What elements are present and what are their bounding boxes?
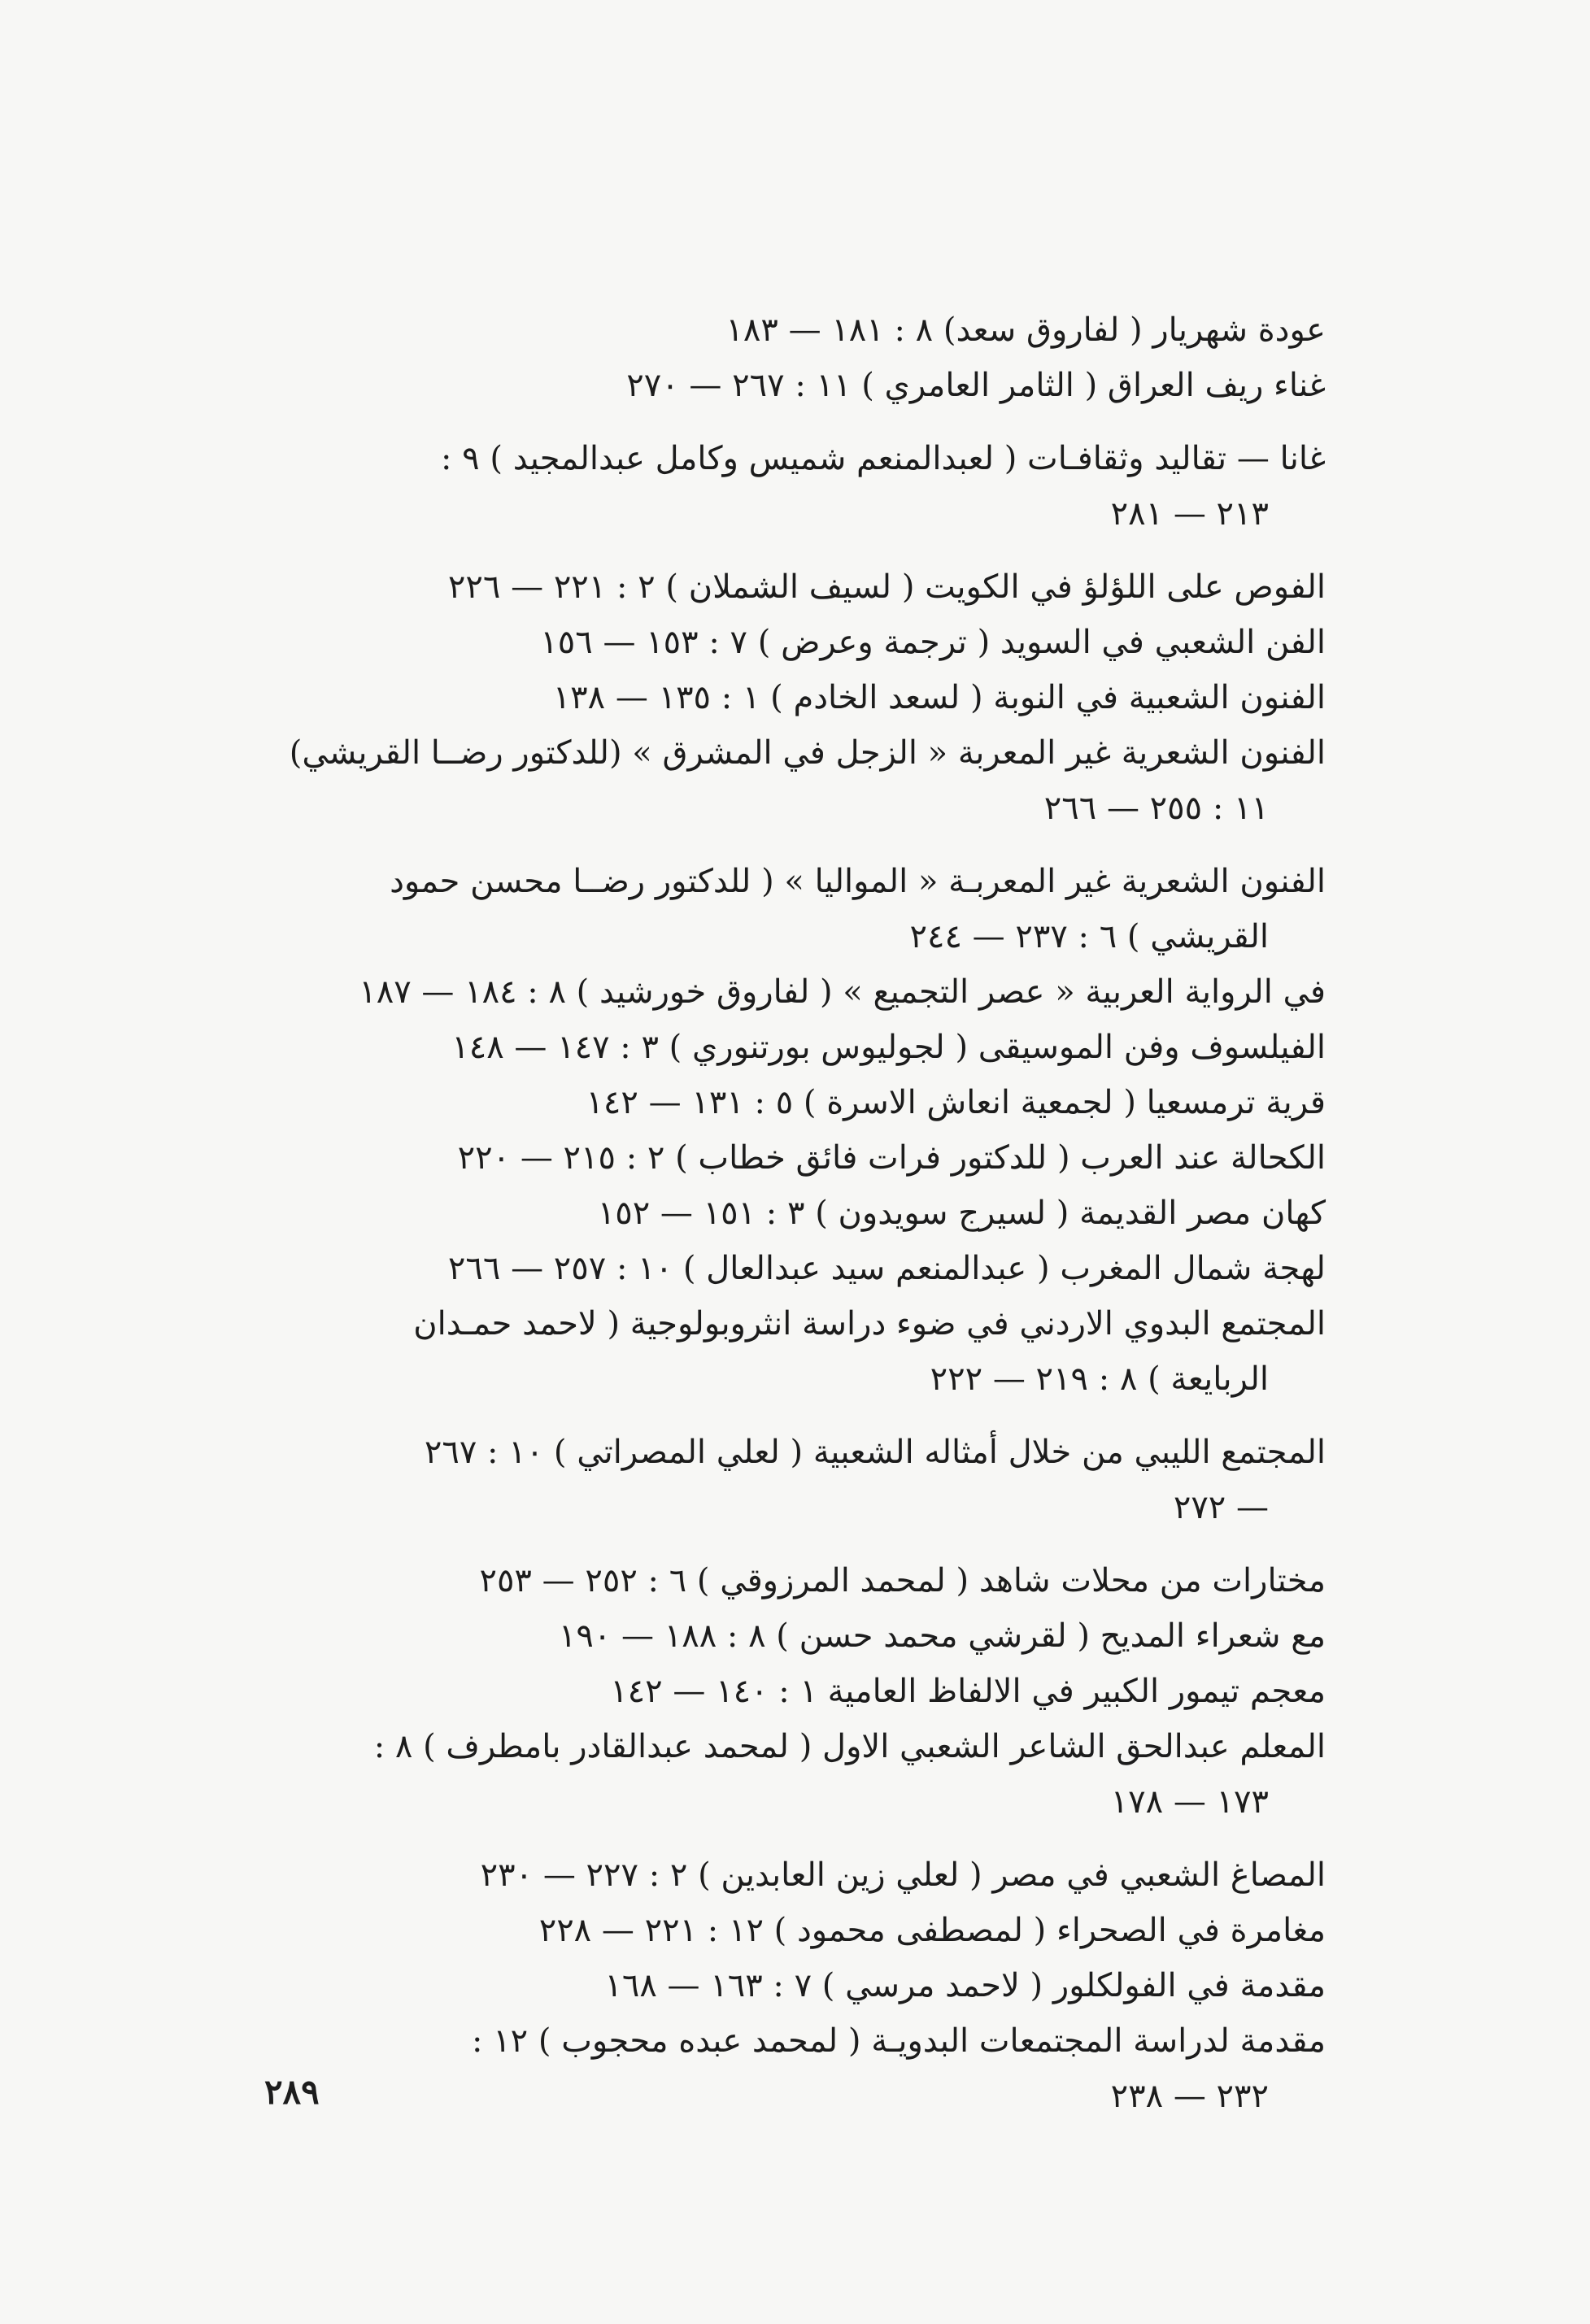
index-entry: [244, 2013, 1326, 2124]
index-entry: [244, 964, 1326, 1020]
entry-text: مقدمة لدراسة المجتمعات البدويـة ( لمحمد عبده محجوب ) ١٢ :: [471, 2022, 1326, 2060]
index-entry: [244, 1903, 1326, 1958]
entry-text: المعلم عبدالحق الشاعر الشعبي الاول ( لمحمد عبدالقادر بامطرف ) ٨ :: [373, 1728, 1326, 1765]
index-entry: [244, 1719, 1326, 1830]
page-number: ٢٨٩: [264, 2072, 320, 2112]
entry-text: مقدمة في الفولكلور ( لاحمد مرسي ) ٧ : ١٦٣ — ١٦٨: [604, 1967, 1326, 2004]
entry-continuation: ٢٣٢ — ٢٣٨: [1110, 2078, 1269, 2115]
entry-continuation: — ٢٧٢: [1173, 1489, 1269, 1526]
entry-text: عودة شهريار ( لفاروق سعد) ٨ : ١٨١ — ١٨٣: [725, 311, 1326, 349]
index-entry: [244, 1241, 1326, 1296]
index-entry: [244, 1664, 1326, 1719]
entry-text: معجم تيمور الكبير في الالفاظ العامية ١ : ١٤٠ — ١٤٢: [610, 1673, 1326, 1710]
entry-text: الفنون الشعرية غير المعربة « الزجل في المشرق » (للدكتور رضــا القريشي): [289, 734, 1326, 772]
index-entry: [244, 1425, 1326, 1535]
index-entry: [244, 615, 1326, 670]
index-entry: [244, 302, 1326, 358]
entry-text: الفنون الشعبية في النوبة ( لسعد الخادم ) ١ : ١٣٥ — ١٣٨: [552, 679, 1326, 716]
index-entry: [244, 725, 1326, 836]
index-entry: [244, 358, 1326, 413]
entry-text: مع شعراء المديح ( لقرشي محمد حسن ) ٨ : ١٨٨ — ١٩٠: [558, 1617, 1326, 1655]
entry-text: المجتمع البدوي الاردني في ضوء دراسة انثروبولوجية ( لاحمد حمـدان: [413, 1305, 1326, 1343]
index-list: [244, 302, 1326, 2124]
entry-text: كهان مصر القديمة ( لسيرج سويدون ) ٣ : ١٥١ — ١٥٢: [597, 1195, 1326, 1232]
index-entry: [244, 1608, 1326, 1664]
entry-continuation: ١٧٣ — ١٧٨: [1110, 1783, 1269, 1821]
entry-continuation: ١١ : ٢٥٥ — ٢٦٦: [1043, 790, 1269, 827]
index-entry: [244, 1130, 1326, 1186]
entry-text: قرية ترمسعيا ( لجمعية انعاش الاسرة ) ٥ : ١٣١ — ١٤٢: [586, 1084, 1326, 1121]
index-entry: [244, 854, 1326, 964]
index-entry: [244, 1075, 1326, 1130]
entry-text: المصاغ الشعبي في مصر ( لعلي زين العابدين ) ٢ : ٢٢٧ — ٢٣٠: [480, 1856, 1326, 1894]
entry-text: الفوص على اللؤلؤ في الكويت ( لسيف الشملان ) ٢ : ٢٢١ — ٢٢٦: [447, 568, 1326, 606]
entry-continuation: القريشي ) ٦ : ٢٣٧ — ٢٤٤: [909, 918, 1269, 955]
entry-text: مختارات من محلات شاهد ( لمحمد المرزوقي ) ٦ : ٢٥٢ — ٢٥٣: [479, 1562, 1326, 1599]
entry-text: الفنون الشعرية غير المعربـة « المواليا » ( للدكتور رضــا محسن حمود: [390, 863, 1326, 900]
index-entry: [244, 1020, 1326, 1075]
entry-text: المجتمع الليبي من خلال أمثاله الشعبية ( لعلي المصراتي ) ١٠ : ٢٦٧: [424, 1434, 1326, 1471]
index-entry: [244, 559, 1326, 615]
index-entry: [244, 670, 1326, 725]
entry-text: في الرواية العربية « عصر التجميع » ( لفاروق خورشيد ) ٨ : ١٨٤ — ١٨٧: [359, 973, 1326, 1011]
entry-text: لهجة شمال المغرب ( عبدالمنعم سيد عبدالعال ) ١٠ : ٢٥٧ — ٢٦٦: [447, 1250, 1326, 1287]
index-entry: [244, 1296, 1326, 1407]
entry-text: مغامرة في الصحراء ( لمصطفى محمود ) ١٢ : ٢٢١ — ٢٢٨: [538, 1912, 1326, 1949]
index-entry: [244, 1553, 1326, 1608]
index-entry: [244, 1186, 1326, 1241]
entry-text: الفيلسوف وفن الموسيقى ( لجوليوس بورتنوري ) ٣ : ١٤٧ — ١٤٨: [451, 1029, 1326, 1066]
entry-continuation: الربايعة ) ٨ : ٢١٩ — ٢٢٢: [930, 1360, 1269, 1398]
index-entry: [244, 1847, 1326, 1903]
index-entry: [244, 431, 1326, 542]
entry-continuation: ٢١٣ — ٢٨١: [1110, 495, 1269, 533]
index-entry: [244, 1958, 1326, 2013]
entry-text: الكحالة عند العرب ( للدكتور فرات فائق خطاب ) ٢ : ٢١٥ — ٢٢٠: [457, 1139, 1326, 1177]
entry-text: غناء ريف العراق ( الثامر العامري ) ١١ : ٢٦٧ — ٢٧٠: [626, 367, 1326, 404]
entry-text: الفن الشعبي في السويد ( ترجمة وعرض ) ٧ : ١٥٣ — ١٥٦: [540, 624, 1326, 661]
entry-text: غانا — تقاليد وثقافـات ( لعبدالمنعم شميس وكامل عبدالمجيد ) ٩ :: [440, 440, 1326, 477]
